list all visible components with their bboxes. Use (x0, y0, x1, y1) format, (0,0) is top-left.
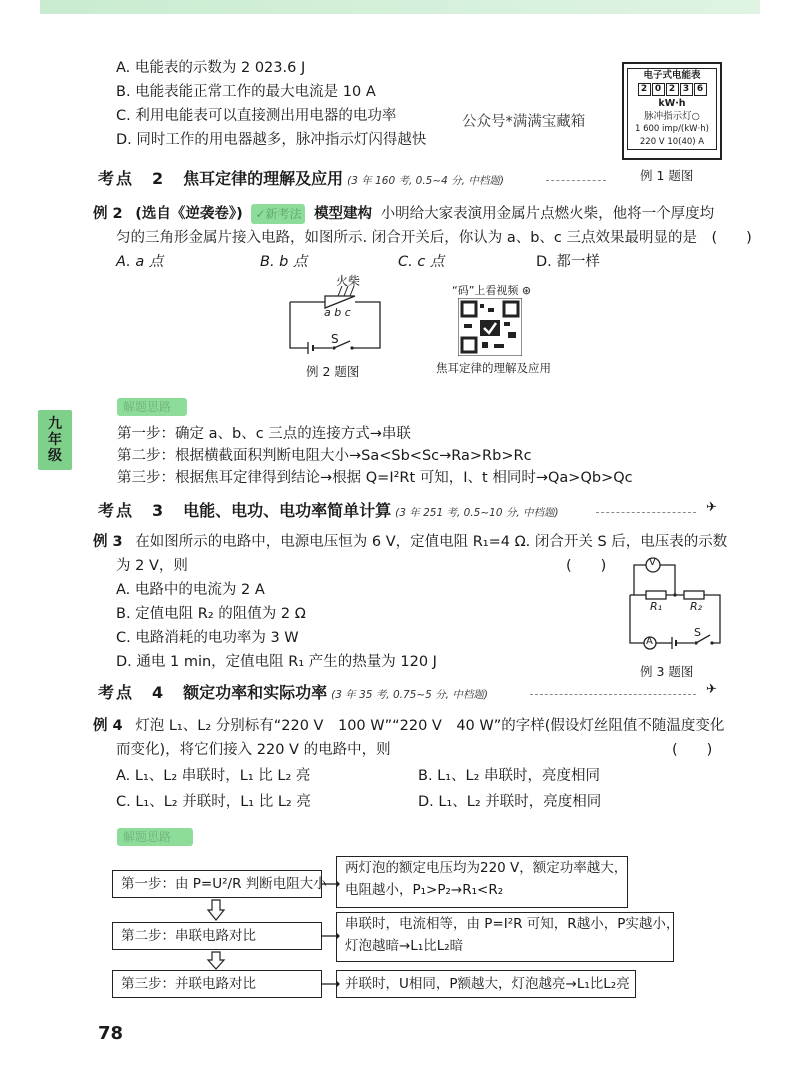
section-2-heading (98, 166, 504, 189)
section-4-title: 额定功率和实际功率 (183, 683, 328, 702)
ex4-stem-line1 (93, 716, 724, 736)
ex3-option-c: C. 电路消耗的电功率为 3 W (116, 630, 299, 646)
ex1-option-c: C. 利用电能表可以直接测出用电器的电功率 (116, 108, 397, 124)
send-icon: ✈ (706, 682, 717, 697)
ex2-hint-tag (117, 398, 187, 416)
meter-title: 电子式电能表 (643, 70, 701, 81)
qr-top-label: “码”上看视频 (452, 284, 519, 297)
section-3-label: 考点 3 (98, 501, 166, 520)
ex4-label: 例 4 (93, 718, 123, 734)
meter-digit: 0 (652, 83, 665, 96)
page-number: 78 (98, 1023, 124, 1044)
section-3-title: 电能、电功、电功率简单计算 (183, 501, 392, 520)
ex3-circuit-figure (620, 555, 726, 659)
ex2-stem-line2: 匀的三角形金属片接入电路，如图所示. 闭合开关后，你认为 a、b、c 三点效果最明显的是 ( ) (116, 230, 752, 246)
ex3-fig-r1: R₁ (650, 600, 663, 613)
section-2-title: 焦耳定律的理解及应用 (183, 169, 344, 188)
ex3-stem-line2: 为 2 V，则 (116, 558, 188, 574)
ex2-option-b: B. b 点 (260, 254, 308, 270)
section-4-divider (530, 694, 696, 695)
send-icon: ✈ (706, 500, 717, 515)
section-3-meta: (3 年 251 考, 0.5~10 分, 中档题) (395, 507, 559, 519)
section-4-meta: (3 年 35 考, 0.75~5 分, 中档题) (331, 689, 488, 701)
new-method-tag: ✓新考法 (251, 204, 305, 224)
flow-arrows (110, 880, 340, 992)
ex2-option-d: D. 都一样 (536, 254, 600, 270)
flow-step2-box: 第二步：串联电路对比 (112, 922, 322, 950)
section-2-label: 考点 2 (98, 169, 166, 188)
ex3-option-a: A. 电路中的电流为 2 A (116, 582, 265, 598)
ex1-option-d: D. 同时工作的用电器越多，脉冲指示灯闪得越快 (116, 132, 427, 148)
ex2-option-a: A. a 点 (116, 254, 164, 270)
ex4-stem1: 灯泡 L₁、L₂ 分别标有“220 V 100 W”“220 V 40 W”的字样(假设灯丝阻值不随温度变化 (135, 718, 725, 734)
section-3-divider (596, 512, 696, 513)
meter-digit: 3 (680, 83, 693, 96)
ex3-fig-voltmeter: V (649, 557, 656, 568)
ex2-stem1: 小明给大家表演用金属片点燃火柴，他将一个厚度均 (380, 206, 715, 222)
ex2-option-c: C. c 点 (398, 254, 445, 270)
qr-code-icon[interactable] (458, 298, 522, 356)
ex3-fig-ammeter: A (646, 636, 653, 647)
ex2-label: 例 2 (93, 206, 123, 222)
sidebar-char: 级 (48, 448, 62, 464)
flow-step2-result (336, 912, 680, 962)
meter-digits (628, 83, 716, 96)
flow-step2-result-line2: 灯泡越暗→L₁比L₂暗 (345, 938, 464, 954)
meter-digit: 2 (638, 83, 651, 96)
section-4-heading (98, 680, 488, 703)
section-2-meta: (3 年 160 考, 0.5~4 分, 中档题) (347, 175, 504, 187)
ex4-hint-tag (117, 828, 193, 846)
ex2-step2: 第二步：根据横截面积判断电阻大小→Sa<Sb<Sc→Ra>Rb>Rc (117, 448, 532, 464)
ex2-fig-switch-label: S (331, 332, 339, 346)
ex4-hint-tag-text: 解题思路 (123, 830, 172, 844)
ex2-fig-match-label: 火柴 (336, 274, 361, 288)
qr-top-text (452, 282, 531, 298)
qr-caption: 焦耳定律的理解及应用 (436, 361, 551, 375)
new-method-tag-text: 新考法 (265, 207, 302, 221)
ex3-bracket: ( ) (566, 558, 607, 574)
meter-lamp: 脉冲指示灯○ (644, 111, 700, 122)
ex2-source: (选自《逆袭卷》) (135, 206, 243, 222)
flow-step1-result (336, 856, 628, 908)
ex1-option-b: B. 电能表能正常工作的最大电流是 10 A (116, 84, 376, 100)
sidebar-char: 九 (48, 416, 62, 432)
meter-rating: 220 V 10(40) A (639, 137, 705, 147)
ex4-option-c: C. L₁、L₂ 并联时，L₁ 比 L₂ 亮 (116, 794, 311, 810)
ex4-option-b: B. L₁、L₂ 串联时，亮度相同 (418, 768, 601, 784)
ex4-stem-line2: 而变化)，将它们接入 220 V 的电路中，则 (116, 742, 391, 758)
top-color-bar (40, 0, 760, 14)
ex3-stem-line1 (93, 532, 727, 552)
flow-step1-result-line1: 两灯泡的额定电压均为220 V，额定功率越大， (345, 860, 628, 876)
ex4-bracket: ( ) (672, 742, 713, 758)
ex3-fig-r2: R₂ (690, 600, 703, 613)
meter-digit: 6 (694, 83, 707, 96)
ex2-step1: 第一步：确定 a、b、c 三点的连接方式→串联 (117, 426, 411, 442)
ex1-option-a: A. 电能表的示数为 2 023.6 J (116, 60, 306, 76)
ex2-model: 模型建构 (314, 206, 373, 222)
watermark-text: 公众号*满满宝藏箱 (462, 114, 586, 130)
ex2-hint-tag-text: 解题思路 (123, 400, 172, 414)
flow-step3-box: 第三步：并联电路对比 (112, 970, 322, 998)
section-2-divider (546, 180, 606, 181)
ex4-option-a: A. L₁、L₂ 串联时，L₁ 比 L₂ 亮 (116, 768, 311, 784)
section-3-heading (98, 498, 559, 521)
flow-step1-result-line2: 电阻越小，P₁>P₂→R₁<R₂ (345, 882, 504, 898)
ex3-option-d: D. 通电 1 min，定值电阻 R₁ 产生的热量为 120 J (116, 654, 437, 670)
meter-digit: 2 (666, 83, 679, 96)
ex2-stem-line1 (93, 204, 714, 224)
section-4-label: 考点 4 (98, 683, 166, 702)
meter-imp: 1 600 imp/(kW·h) (635, 124, 709, 134)
flow-step1-box: 第一步：由 P=U²/R 判断电阻大小 (112, 870, 322, 898)
ex3-option-b: B. 定值电阻 R₂ 的阻值为 2 Ω (116, 606, 306, 622)
ex4-option-d: D. L₁、L₂ 并联时，亮度相同 (418, 794, 602, 810)
ex2-fig-points-label: a b c (324, 306, 351, 319)
ex3-label: 例 3 (93, 534, 123, 550)
electric-meter-figure (622, 62, 722, 160)
flow-step3-result: 并联时，U相同，P额越大，灯泡越亮→L₁比L₂亮 (336, 970, 636, 998)
ex3-caption: 例 3 题图 (640, 664, 694, 679)
ex3-fig-switch: S (694, 626, 701, 639)
ex2-step3: 第三步：根据焦耳定律得到结论→根据 Q=I²Rt 可知，I、t 相同时→Qa>Qb>Qc (117, 470, 633, 486)
ex1-caption: 例 1 题图 (640, 168, 694, 183)
meter-unit: kW·h (658, 98, 686, 109)
sidebar-char: 年 (48, 432, 62, 448)
ex3-stem1: 在如图所示的电路中，电源电压恒为 6 V，定值电阻 R₁=4 Ω. 闭合开关 S 后，电压表的示数 (135, 534, 728, 550)
flow-step2-result-line1: 串联时，电流相等，由 P=I²R 可知，R越小，P实越小， (345, 916, 680, 932)
play-icon: ⊛ (521, 284, 532, 297)
grade-sidebar-tab (38, 410, 72, 470)
ex2-caption: 例 2 题图 (306, 364, 360, 379)
